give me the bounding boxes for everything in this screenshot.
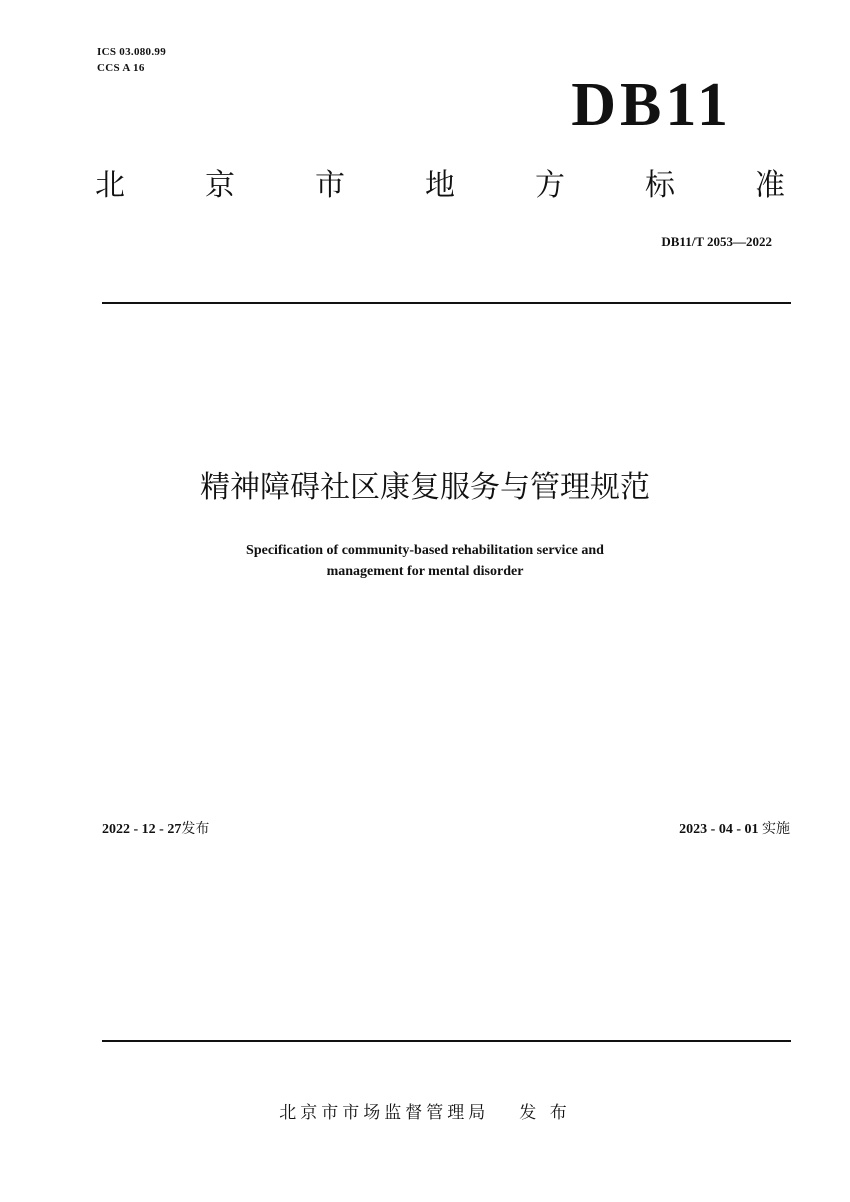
title-en-line: management for mental disorder bbox=[326, 564, 524, 579]
standard-type-char: 方 bbox=[535, 168, 565, 203]
issue-date: 2022 - 12 - 27 bbox=[102, 822, 182, 837]
implementation-label: 实施 bbox=[762, 821, 790, 837]
issuer-name: 北京市市场监督管理局 bbox=[279, 1103, 490, 1123]
standard-number: DB11/T 2053—2022 bbox=[661, 234, 772, 249]
document-title-zh: 精神障碍社区康复服务与管理规范 bbox=[200, 470, 650, 505]
standard-type-char: 地 bbox=[425, 168, 455, 203]
standard-type-char: 标 bbox=[645, 168, 675, 203]
standard-type-char: 市 bbox=[315, 168, 345, 203]
document-title-en bbox=[120, 540, 730, 582]
implementation-date-block bbox=[679, 818, 790, 838]
ccs-code: CCS A 16 bbox=[97, 62, 145, 74]
issuer-line bbox=[0, 1098, 850, 1123]
issue-label: 发布 bbox=[181, 821, 210, 837]
ics-code: ICS 03.080.99 bbox=[97, 46, 166, 58]
standard-type-char: 准 bbox=[755, 168, 785, 203]
bottom-divider bbox=[102, 1040, 791, 1042]
standard-type-char: 北 bbox=[95, 168, 125, 203]
standard-logo: DB11 bbox=[571, 71, 732, 139]
top-divider bbox=[102, 302, 791, 304]
implementation-date: 2023 - 04 - 01 bbox=[679, 822, 759, 837]
standard-type-char: 京 bbox=[205, 168, 235, 203]
issuer-action: 发 布 bbox=[519, 1103, 571, 1123]
issue-date-block bbox=[102, 818, 209, 838]
standard-type-heading bbox=[95, 166, 785, 206]
title-en-line: Specification of community-based rehabilitation service and bbox=[246, 543, 604, 558]
classification-codes bbox=[97, 44, 166, 76]
